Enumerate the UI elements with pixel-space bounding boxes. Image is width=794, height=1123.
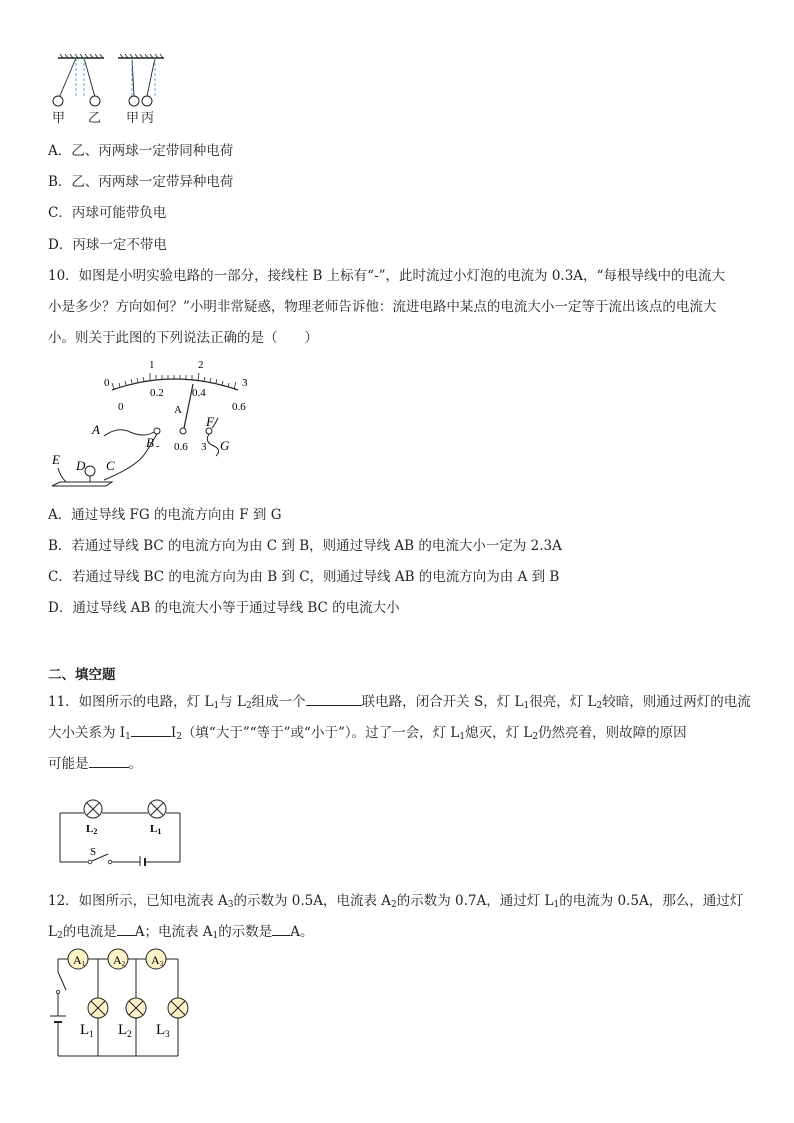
q11-line2: 大小关系为 $I_1$ $I_2$（填“大于”“等于”或“小于”）。过了一会，灯 $L_1$熄灭，灯 $L_2$仍然亮着，则故障的原因 <box>48 721 687 742</box>
q9-option-d[interactable]: D．丙球一定不带电 <box>48 237 167 253</box>
q12-blank-2[interactable] <box>272 921 290 936</box>
bottom-scale-02: 0.2 <box>150 387 164 399</box>
q9-option-b[interactable]: B．乙、丙两球一定带异种电荷 <box>48 174 234 190</box>
point-a: A <box>92 422 100 437</box>
q10-stem-line3: 小。则关于此图的下列说法正确的是（ ） <box>48 330 318 346</box>
section-title-fill-in: 二、填空题 <box>48 667 116 683</box>
q10-stem-line2: 小是多少？方向如何？”小明非常疑惑，物理老师告诉他：流进电路中某点的电流大小一定等于流出该点的电流大 <box>48 299 717 315</box>
top-scale-3: 3 <box>242 377 248 389</box>
ammeter-a1: A1 <box>73 953 86 968</box>
lamp-label-l1: L1 <box>150 823 162 836</box>
lamp-l2: $L_2$ <box>118 1022 132 1039</box>
lamp-l3: $L_3$ <box>156 1022 170 1039</box>
ball-label-jia-1: 甲 <box>52 110 66 125</box>
point-e: E <box>52 452 60 467</box>
point-b-minus: - <box>156 441 160 452</box>
q11-line3: 可能是 。 <box>48 752 142 772</box>
q10-option-d[interactable]: D．通过导线 AB 的电流大小等于通过导线 BC 的电流大小 <box>48 600 400 616</box>
q11-blank-1[interactable] <box>306 691 362 706</box>
lamp-l1: $L_1$ <box>80 1022 94 1039</box>
point-b: B <box>146 435 154 450</box>
q12-line1: 12．如图所示，已知电流表 $A_3$的示数为 0.5A，电流表 $A_2$的示数为 0.7A，通过灯 $L_1$的电流为 0.5A，那么，通过灯 <box>48 893 744 910</box>
q10-stem-line1: 10．如图是小明实验电路的一部分，接线柱 B 上标有“-”，此时流过小灯泡的电流为 0.3A，“每根导线中的电流大 <box>48 268 725 284</box>
charged-balls-figure <box>46 52 176 128</box>
bottom-scale-0: 0 <box>118 401 124 413</box>
q12-blank-1[interactable] <box>117 921 135 936</box>
bottom-scale-06: 0.6 <box>232 401 246 413</box>
switch-label-s: S <box>90 846 97 858</box>
point-g: G <box>220 438 230 453</box>
point-c: C <box>106 458 115 473</box>
series-circuit-figure <box>56 794 186 866</box>
ball-label-yi: 乙 <box>88 110 102 125</box>
q10-option-b[interactable]: B．若通过导线 BC 的电流方向为由 C 到 B，则通过导线 AB 的电流大小一定为 2.3A <box>48 538 562 554</box>
top-scale-0: 0 <box>104 377 110 389</box>
ammeter-a3: A3 <box>151 953 164 968</box>
top-scale-2: 2 <box>198 359 204 371</box>
top-scale-1: 1 <box>149 359 155 371</box>
bottom-scale-04: 0.4 <box>192 387 206 399</box>
q11-line1: 11．如图所示的电路，灯 $L_1$与 $L_2$组成一个 联电路，闭合开关 S，灯 $L_1$很亮，灯 $L_2$较暗，则通过两灯的电流 <box>48 690 751 711</box>
q10-option-c[interactable]: C．若通过导线 BC 的电流方向为由 B 到 C，则通过导线 AB 的电流方向为由 A 到 B <box>48 569 560 585</box>
point-d: D <box>76 458 86 473</box>
parallel-circuit-figure <box>44 946 194 1064</box>
q9-option-a[interactable]: A．乙、丙两球一定带同种电荷 <box>48 143 234 159</box>
ball-label-jia-2: 甲 <box>126 110 140 125</box>
ball-label-bing: 丙 <box>141 110 155 125</box>
q11-blank-2[interactable] <box>131 722 171 737</box>
q11-blank-3[interactable] <box>89 753 129 768</box>
ammeter-circuit-figure <box>46 356 256 490</box>
q9-option-c[interactable]: C．丙球可能带负电 <box>48 205 167 221</box>
terminal-3: 3 <box>201 441 207 453</box>
q12-line2: $L_2$的电流是 A；电流表 $A_1$的示数是 A。 <box>48 920 313 941</box>
terminal-06: 0.6 <box>174 441 188 453</box>
ammeter-unit: A <box>174 404 182 416</box>
q10-option-a[interactable]: A．通过导线 FG 的电流方向由 F 到 G <box>48 507 282 523</box>
lamp-label-l2: L2 <box>86 823 98 836</box>
point-f: F <box>206 414 214 429</box>
ammeter-a2: A2 <box>113 953 126 968</box>
